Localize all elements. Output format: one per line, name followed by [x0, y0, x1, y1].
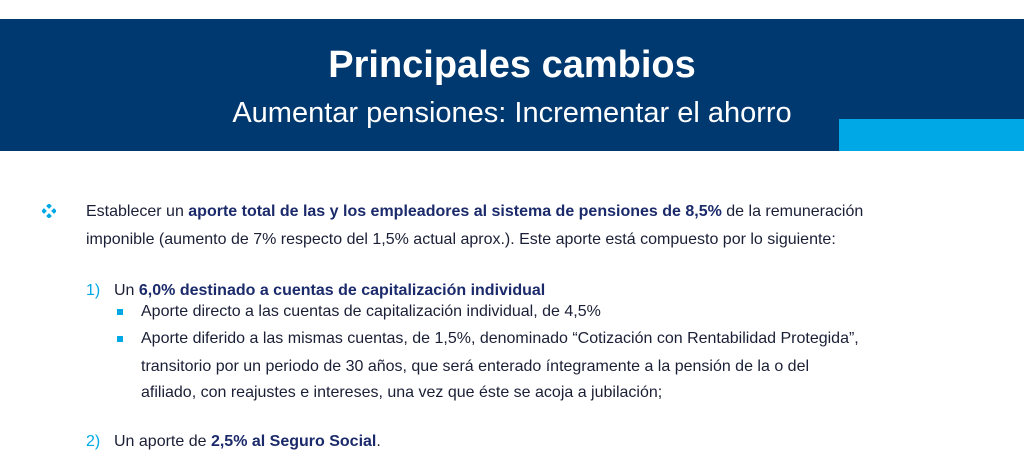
- list-number-2: 2): [86, 433, 101, 450]
- page-title: Principales cambios: [328, 44, 696, 86]
- item1-emphasis: 6,0% destinado a cuentas de capitalización individual: [138, 282, 546, 299]
- square-bullet-icon: [117, 336, 123, 342]
- item2-emphasis: 2,5% al Seguro Social: [210, 433, 377, 450]
- accent-bar: [839, 119, 1024, 151]
- intro-text: de la remuneración: [721, 203, 864, 220]
- intro-text: Establecer un: [86, 203, 189, 220]
- page-subtitle: Aumentar pensiones: Incrementar el ahorro: [232, 97, 792, 129]
- item1-text: Un: [114, 282, 139, 299]
- list-number-1: 1): [86, 282, 101, 299]
- item2-text-a: Un aporte de: [114, 433, 211, 450]
- intro-line-2: imponible (aumento de 7% respecto del 1,5% actual aprox.). Este aporte está compuesto por lo siguiente:: [86, 231, 836, 248]
- item1-bullet-2-line-3: afiliado, con reajustes e intereses, una vez que éste se acoja a jubilación;: [141, 384, 663, 401]
- intro-line-1: [86, 202, 863, 222]
- item1-heading: [114, 281, 545, 301]
- item1-bullet-1: Aporte directo a las cuentas de capitalización individual, de 4,5%: [141, 303, 601, 320]
- intro-emphasis: aporte total de las y los empleadores al sistema de pensiones de 8,5%: [188, 203, 722, 220]
- item1-bullet-2-line-2: transitorio por un periodo de 30 años, que será enterado íntegramente a la pensión de la o del: [141, 358, 810, 375]
- diamond-bullet-icon: [42, 204, 56, 218]
- item2-text-c: .: [376, 433, 381, 450]
- square-bullet-icon: [117, 309, 123, 315]
- item2-text: [114, 432, 381, 452]
- item1-bullet-2-line-1: Aporte diferido a las mismas cuentas, de 1,5%, denominado “Cotización con Rentabilidad Protegida”,: [141, 330, 859, 347]
